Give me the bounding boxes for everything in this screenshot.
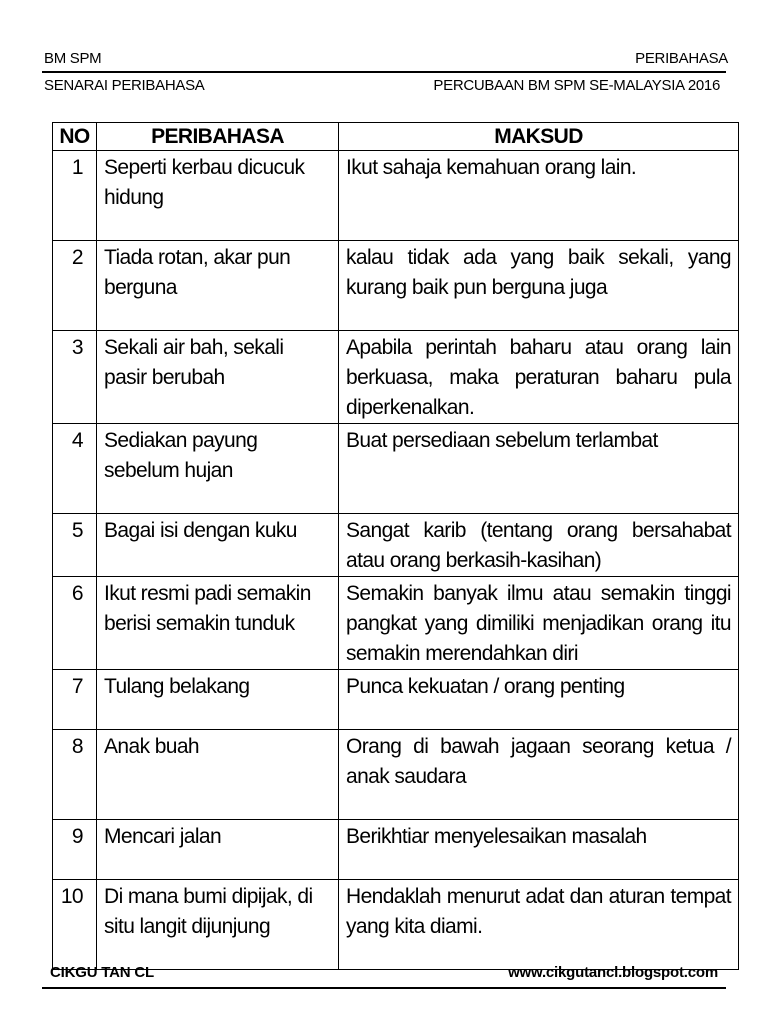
table-row	[53, 577, 739, 670]
header-subject: BM SPM	[44, 50, 102, 67]
row-number: 10	[53, 880, 97, 970]
row-maksud: kalau tidak ada yang baik sekali, yang kurang baik pun berguna juga	[339, 241, 739, 331]
row-peribahasa: Bagai isi dengan kuku	[97, 514, 339, 577]
row-maksud: Buat persediaan sebelum terlambat	[339, 424, 739, 514]
row-peribahasa: Tiada rotan, akar pun berguna	[97, 241, 339, 331]
row-peribahasa: Sediakan payung sebelum hujan	[97, 424, 339, 514]
row-maksud: Orang di bawah jagaan seorang ketua / anak saudara	[339, 730, 739, 820]
col-header-maksud: MAKSUD	[339, 123, 739, 151]
header-topic: PERIBAHASA	[635, 50, 728, 67]
table-row	[53, 670, 739, 730]
row-peribahasa: Ikut resmi padi semakin berisi semakin tunduk	[97, 577, 339, 670]
row-maksud: Apabila perintah baharu atau orang lain berkuasa, maka peraturan baharu pula diperkenalkan.	[339, 331, 739, 424]
table-row	[53, 424, 739, 514]
row-number: 5	[53, 514, 97, 577]
row-number: 6	[53, 577, 97, 670]
col-header-peribahasa: PERIBAHASA	[97, 123, 339, 151]
col-header-no: NO	[53, 123, 97, 151]
row-number: 3	[53, 331, 97, 424]
footer-author: CIKGU TAN CL	[50, 964, 154, 981]
table-row	[53, 151, 739, 241]
table-row	[53, 241, 739, 331]
table-row	[53, 820, 739, 880]
row-maksud: Semakin banyak ilmu atau semakin tinggi pangkat yang dimiliki menjadikan orang itu semakin merendahkan diri	[339, 577, 739, 670]
row-peribahasa: Di mana bumi dipijak, di situ langit dijunjung	[97, 880, 339, 970]
peribahasa-table	[52, 122, 739, 970]
footer-website: www.cikgutancl.blogspot.com	[508, 964, 718, 981]
row-peribahasa: Anak buah	[97, 730, 339, 820]
row-number: 9	[53, 820, 97, 880]
table-row	[53, 331, 739, 424]
row-peribahasa: Seperti kerbau dicucuk hidung	[97, 151, 339, 241]
row-maksud: Sangat karib (tentang orang bersahabat atau orang berkasih-kasihan)	[339, 514, 739, 577]
row-peribahasa: Mencari jalan	[97, 820, 339, 880]
row-maksud: Berikhtiar menyelesaikan masalah	[339, 820, 739, 880]
table-row	[53, 730, 739, 820]
header-divider	[42, 71, 726, 73]
table-row	[53, 514, 739, 577]
row-number: 1	[53, 151, 97, 241]
row-maksud: Punca kekuatan / orang penting	[339, 670, 739, 730]
row-number: 4	[53, 424, 97, 514]
table-header-row	[53, 123, 739, 151]
row-maksud: Hendaklah menurut adat dan aturan tempat yang kita diami.	[339, 880, 739, 970]
row-number: 2	[53, 241, 97, 331]
header-exam-title: PERCUBAAN BM SPM SE-MALAYSIA 2016	[433, 77, 720, 94]
row-peribahasa: Sekali air bah, sekali pasir berubah	[97, 331, 339, 424]
row-number: 8	[53, 730, 97, 820]
table-row	[53, 880, 739, 970]
footer-divider	[42, 987, 726, 989]
row-peribahasa: Tulang belakang	[97, 670, 339, 730]
row-number: 7	[53, 670, 97, 730]
row-maksud: Ikut sahaja kemahuan orang lain.	[339, 151, 739, 241]
header-list-title: SENARAI PERIBAHASA	[44, 77, 205, 94]
